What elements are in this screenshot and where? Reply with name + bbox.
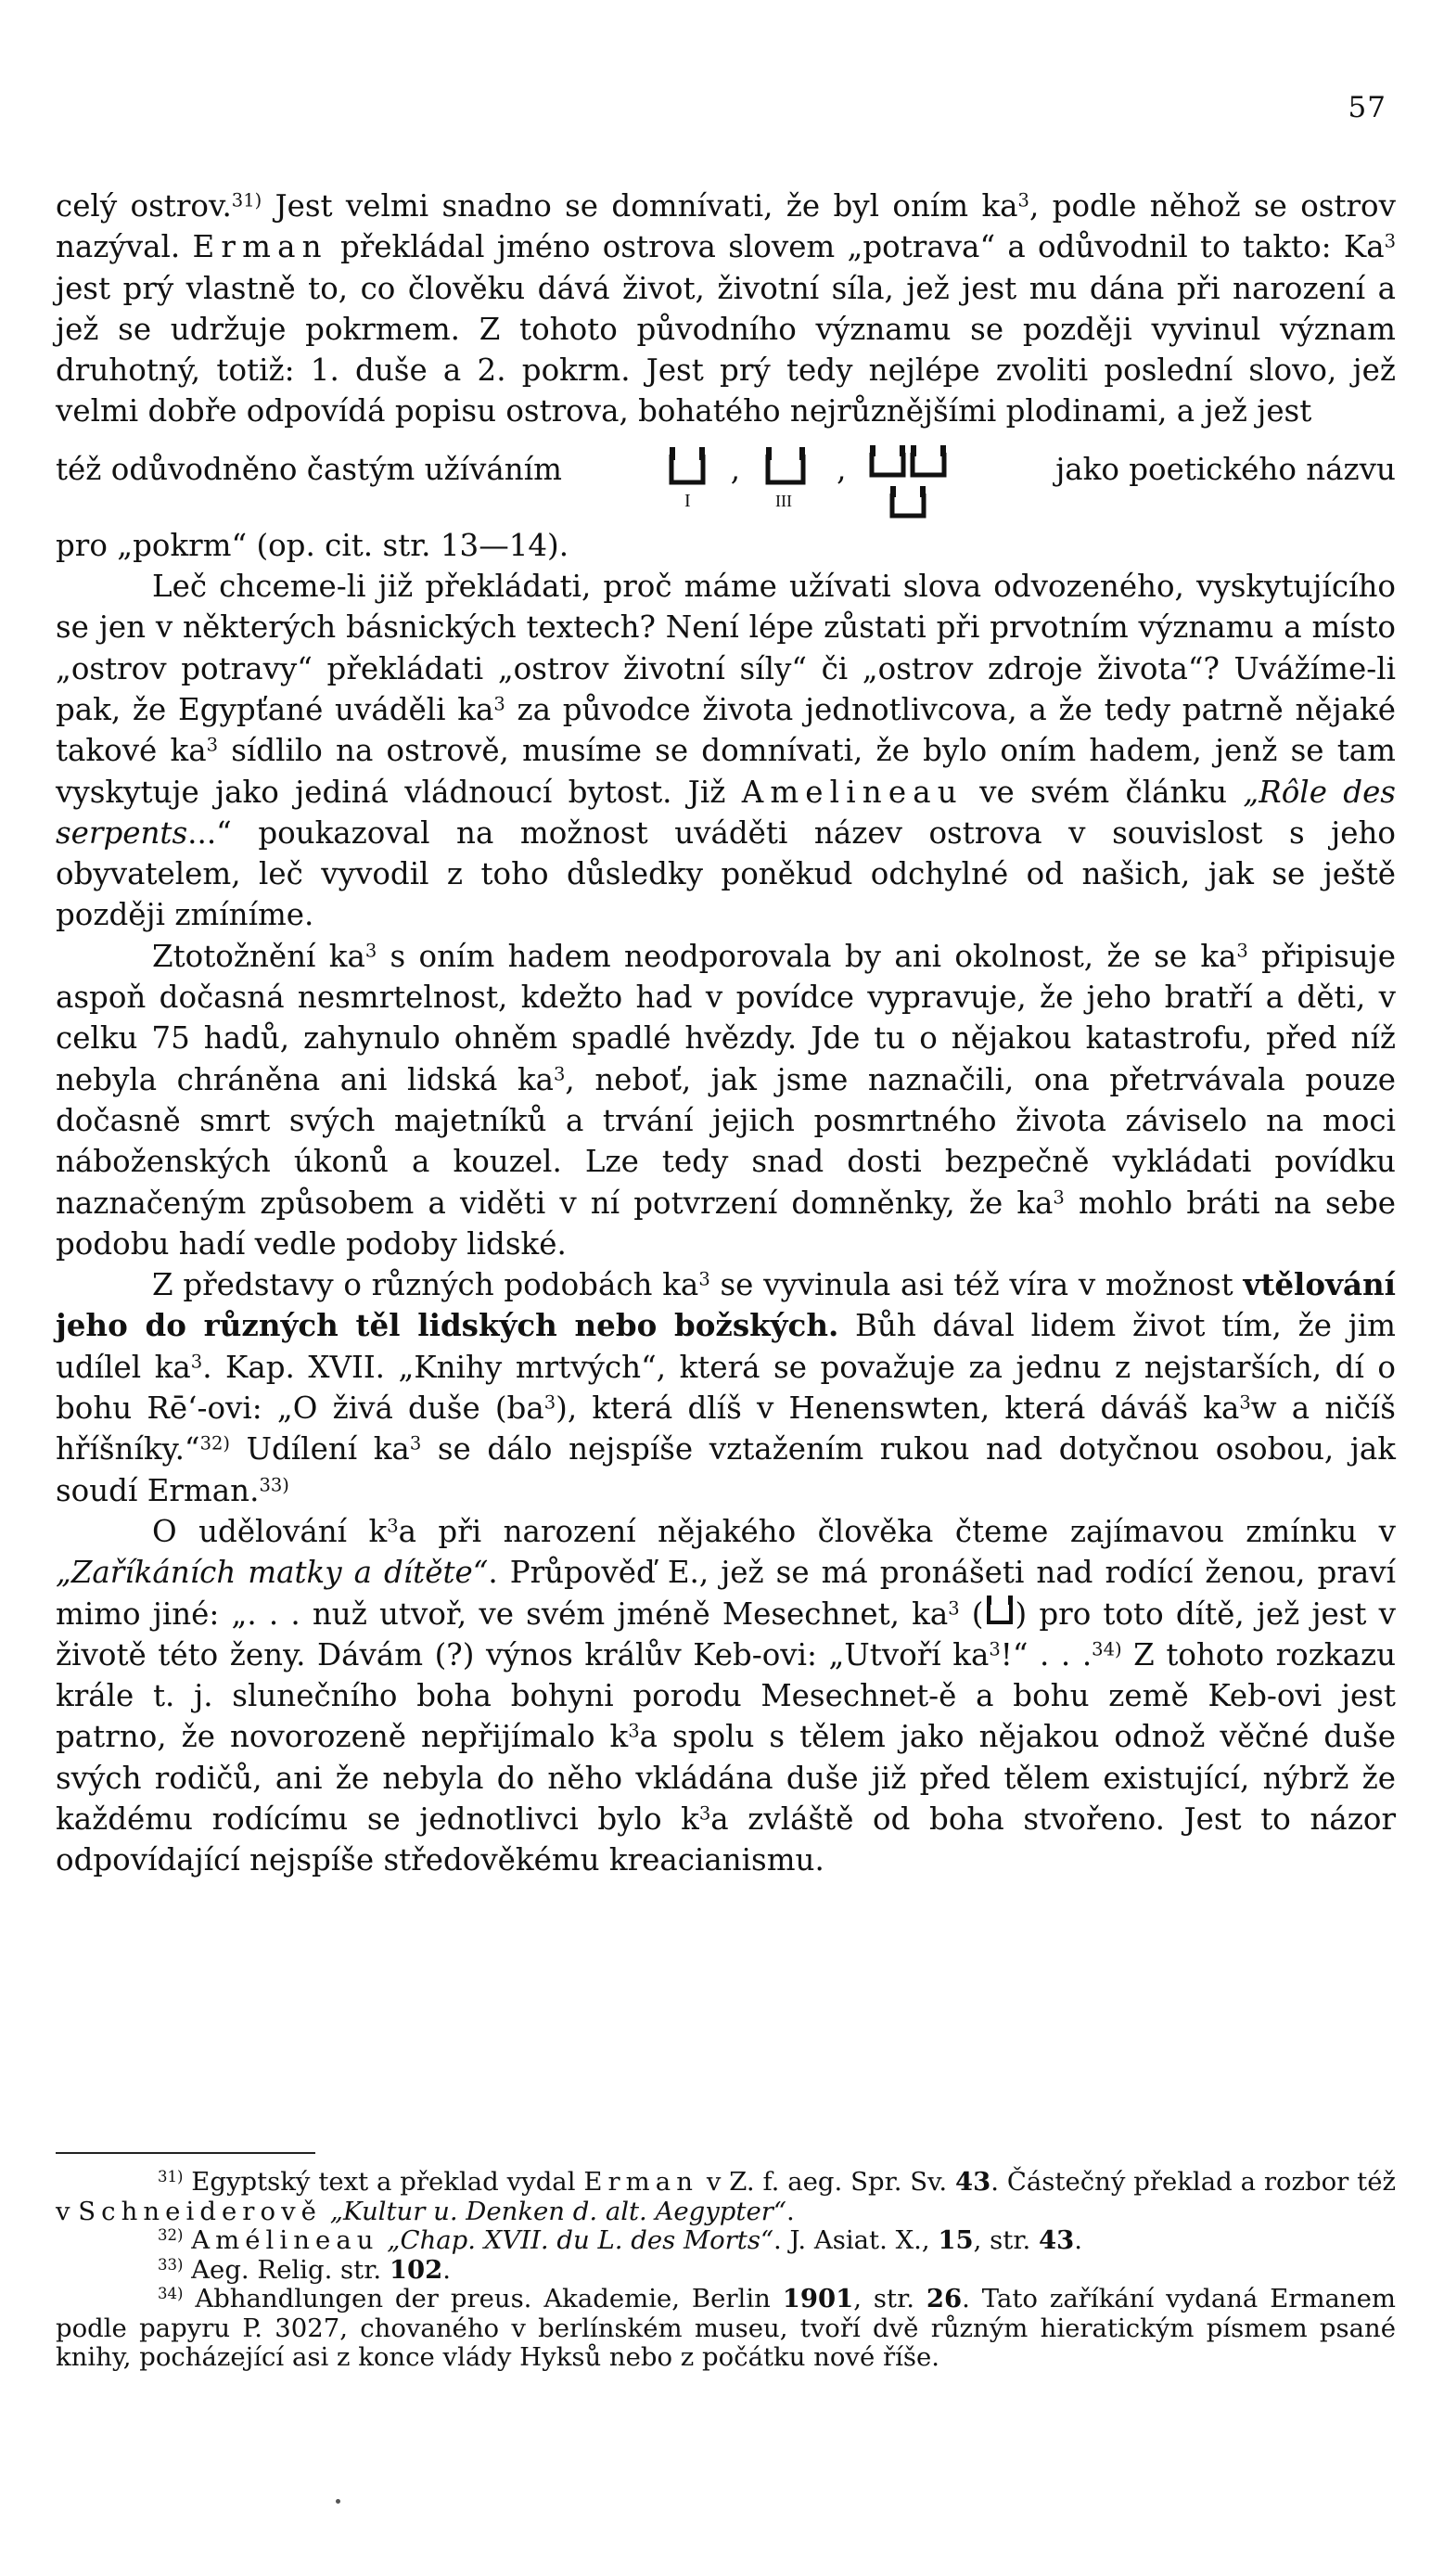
footnote-ref-33: 33) <box>259 1473 289 1495</box>
svg-text:I: I <box>684 490 691 508</box>
main-text <box>56 186 1396 1881</box>
paragraph-2: Leč chceme-li již překládati, proč máme užívati slova odvozeného, vyskytujícího se jen v některých básnických textech? Není lépe zůstati při prvotním významu a místo „ostrov potravy“ překládati „ostrov životní síly“ či „ostrov zdroje života“? Uvážíme-li pak, že Egypťané uváděli $ka^3$ za původce života jednotlivcova, a že tedy patrně nějaké takové $ka^3$ sídlilo na ostrově, musíme se domnívati, že bylo oním hadem, jenž se tam vyskytuje jako jediná vládnoucí bytost. Již Amelineau ve svém článku „Rôle des serpents...“ poukazoval na možnost uváděti název ostrova v souvislost s jeho obyvatelem, leč vyvodil z toho důsledky poněkud odchylné od našich, jak se ještě později zmíníme. <box>56 569 1396 933</box>
paragraph-3: Ztotožnění $ka^3$ s oním hadem neodporovala by ani okolnost, že se $ka^3$ připisuje aspoň dočasná nesmrtelnost, kdežto had v povídce vypravuje, že jeho bratří a děti, v celku 75 hadů, zahynulo ohněm spadlé hvězdy. Jde tu o nějakou katastrofu, před níž nebyla chráněna ani lidská $ka^3$, neboť, jak jsme naznačili, ona přetrvávala pouze dočasně smrt svých majetníků a trvání jejich posmrtného života záviselo na moci náboženských úkonů a kouzel. Lze tedy snad dosti bezpečně vykládati povídku naznačeným způsobem a viděti v ní potvrzení domněnky, že $ka^3$ mohlo bráti na sebe podobu hadí vedle podoby lidské. <box>56 938 1397 1262</box>
hieroglyph-line: též odůvodněno častým užíváním I , III , jako poetického názvu <box>56 442 1396 521</box>
paragraph-1: celý ostrov.$^{31)}$ Jest velmi snadno se domnívati, že byl oním $ka^3$, podle něhož se ostrov nazýval. Erman překládal jméno ostrova slovem „potrava“ a odůvodnil to takto: Ka$^3$ jest prý vlastně to, co člověku dává život, životní síla, jež jest mu dána při narození a jež se udržuje pokrmem. Z tohoto původního významu se později vyvinul význam druhotný, totiž: 1. duše a 2. pokrm. Jest prý tedy nejlépe zvoliti poslední slovo, jež velmi dobře odpovídá popisu ostrova, bohatého nejrůznějšími plodinami, a jež jest <box>56 188 1396 429</box>
ka-hieroglyph-icon <box>666 442 710 508</box>
footnotes <box>56 2168 1396 2373</box>
ka-hieroglyph-inline-icon <box>984 1595 1016 1630</box>
footnote-ref-31: 31) <box>231 189 262 211</box>
author-amelineau: Amelineau <box>741 774 964 810</box>
stray-mark <box>336 2499 340 2504</box>
footnote-31: $^{31)}$ Egyptský text a překlad vydal Erman v Z. f. aeg. Spr. Sv. 43. Částečný překlad a rozbor též v Schneiderově „Kultur u. Denken d. alt. Aegypter“. <box>56 2167 1396 2226</box>
footnote-divider <box>56 2152 315 2154</box>
footnote-33: $^{33)}$ Aeg. Relig. str. 102. <box>158 2254 451 2285</box>
author-erman: Erman <box>192 229 328 265</box>
article-title: „Rôle des serpents <box>56 774 1396 851</box>
paragraph-4: Z představy o různých podobách $ka^3$ se vyvinula asi též víra v možnost vtělování jeho do různých těl lidských nebo božských. Bůh dával lidem život tím, že jim udílel $ka^3$. Kap. XVII. „Knihy mrtvých“, která se považuje za jednu z nejstarších, dí o bohu Rē‘-ovi: „O živá duše $(ba^3)$, která dlíš v Henenswten, která dáváš $ka^3w$ a ničíš hříšníky.“$^{32)}$ Udílení $ka^3$ se dálo nejspíše vztažením rukou nad dotyčnou osobou, jak soudí Erman.$^{33)}$ <box>56 1266 1396 1508</box>
page-number: 57 <box>1348 91 1386 124</box>
footnote-ref-32: 32) <box>199 1432 230 1455</box>
footnote-34: $^{34)}$ Abhandlungen der preus. Akademie, Berlin 1901, str. 26. Tato zaříkání vydaná Ermanem podle papyru P. 3027, chovaného v berlínském museu, tvoří dvě různým hieratickým písmem psané knihy, pocházející asi z konce vlády Hyksů nebo z počátku nové říše. <box>56 2284 1396 2372</box>
paragraph-5: O udělování $k^3a$ při narození nějakého člověka čteme zajímavou zmínku v „Zaříkáních matky a dítěte“. Průpověď E., jež se má pronášeti nad rodící ženou, praví mimo jiné: „. . . nuž utvoř, ve svém jméně Mesechnet, $ka^3$ ( ) pro toto dítě, jež jest v životě této ženy. Dávám (?) výnos králův Keb-ovi: „Utvoří $ka^3!“$ . . .$^{34)}$ Z tohoto rozkazu krále t. j. slunečního boha bohyni porodu Mesechnet-ě a bohu země Keb-ovi jest patrno, že novorozeně nepřijímalo $k^3a$ spolu s tělem jako nějakou odnož věčné duše svých rodičů, ani že nebyla do něho vkládána duše již před tělem existující, nýbrž že každému rodícímu se jednotlivci bylo $k^3a$ zvláště od boha stvořeno. Jest to názor odpovídající nejspíše středověkému kreacianismu. <box>56 1513 1397 1878</box>
ka-triple-hieroglyph-icon <box>866 442 952 521</box>
footnote-32: $^{32)}$ Amélineau „Chap. XVII. du L. des Morts“. J. Asiat. X., 15, str. 43. <box>158 2225 1082 2255</box>
work-title: „Zaříkáních matky a dítěte“ <box>56 1555 489 1591</box>
bold-phrase: vtělování jeho do různých těl lidských nebo božských. <box>56 1266 1396 1344</box>
ka-plural-hieroglyph-icon <box>760 442 816 508</box>
paragraph-1-end: pro „pokrm“ (op. cit. str. 13—14). <box>56 527 569 563</box>
hieroglyph-group: I , III , <box>666 442 952 521</box>
svg-text:III: III <box>775 491 793 508</box>
footnote-ref-34: 34) <box>1092 1638 1122 1660</box>
